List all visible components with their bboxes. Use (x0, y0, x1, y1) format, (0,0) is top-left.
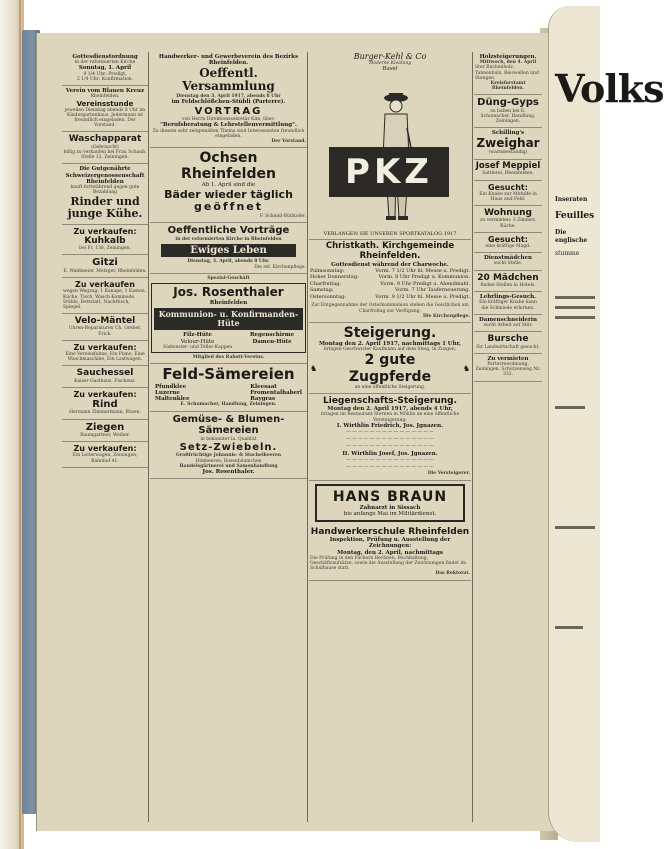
ad-kuhkalb (62, 225, 148, 256)
ad-title: Gesucht: (488, 182, 528, 192)
ad-line: Ab 1. April sind die (201, 182, 256, 189)
ad-title: Steigerung. (343, 324, 437, 341)
ad-sign: Die ref. Kirchenpflege. (254, 264, 306, 270)
ad-text: Ein Leiterwagen, Zeiningen, Bahnhof 41. (72, 453, 138, 464)
ad-liegenschaft: Liegenschafts-Steigerung. Montag den 2. April 1917, abends 4 Uhr, bringen im Restaurant Sternen in Möhlin an eine öffentliche Versteigerung: I. Wirthlin Friedrich, Jos. Jgnazen. — — — — — — — — — — — — — — — — — — — — — — — — — — — — — — — — — — — — — — — — — — — — — II. Wirthlin Josef, Jos. Jgnazen. — — — — — — — — — — — — — — — — — — — — — — — — — — — — — — Die Versteigerer. (309, 394, 471, 481)
ad-item: Kuhkalb (84, 235, 126, 246)
ad-text: Uhren-Reparaturen Ch. Greber, Frick. (68, 326, 142, 337)
ad-text: Sattlerei, Rheinfelden. (482, 171, 534, 177)
ad-title: Kommunion- u. Konfirmanden-Hüte (154, 308, 303, 330)
ad-damenschneiderin (474, 315, 542, 332)
ad-text: zu haben bei E. Schumacher, Handlung, Zeiningen. (480, 108, 536, 125)
ad-spezial: Spezial-Geschäft (207, 275, 250, 281)
ad-velo (62, 314, 148, 341)
text-line (555, 306, 595, 309)
ad-text: Ein kräftiger Knabe kann die Schmiede erlernen. (479, 300, 537, 311)
text-line (555, 316, 595, 319)
ad-name: HANS BRAUN (332, 488, 448, 505)
ad-text: Großfrüchtige Johannis- & Stachelbeeren (176, 453, 281, 459)
ad-christkath (309, 240, 471, 323)
ad-waschapparat (62, 132, 148, 164)
service-text: Vorm. 7 1/2 Uhr hl. Messe u. Predigt. (375, 267, 470, 274)
ad-title: Burger-Kehl & Co (353, 52, 427, 61)
ad-text: Die Prüfung in den Fächern Rechnen, Buchhaltung, Geschäftsaufsätze, sowie die Ausstellung der Zeichnungen findet im Schulhause statt. (310, 555, 467, 572)
adjacent-masthead: Volks (555, 66, 664, 111)
ad-zweighar (474, 128, 542, 159)
ad-note: bis anfangs Mai im Militärdienst. (343, 510, 437, 517)
spine-line (19, 0, 21, 849)
ad-text: kauft fortwährend gegen gute Bezahlung (70, 185, 140, 196)
ad-line: 9 1/4 Uhr: Predigt, (83, 71, 127, 77)
adjacent-word: stumme (555, 249, 580, 257)
ad-banner: Ewiges Leben (161, 244, 296, 258)
service-text: Vorm. 7 Uhr Tauferneuerung. (395, 287, 470, 294)
text-line (555, 296, 595, 299)
ad-sub: Moderne Kleidung (368, 61, 412, 66)
ad-dienstmaedchen (474, 253, 542, 270)
ad-blaues-kreuz (62, 86, 148, 132)
ad-title: Lehrlings-Gesuch. (479, 294, 537, 301)
ad-sauchessel (62, 366, 148, 388)
ad-text: eine kräftige Magd. (485, 243, 531, 249)
ad-text: Kaiser Gasthaus, Fischenz. (74, 378, 136, 384)
ad-text: billig zu verkaufen bei Frau Schaub, Stelle 12, Zeiningen. (63, 149, 147, 161)
ad-text: Parterrewohnung, Zeiningen. Schützenweg Nr. 332. (475, 362, 541, 378)
ad-date: Montag, den 2. April, nachmittags (337, 549, 443, 556)
service-day: Palmsonntag: (310, 267, 345, 274)
ad-vortrag: VORTRAG (194, 105, 263, 117)
ad-duengs (474, 95, 542, 128)
ad-sign: Handelsgärtnerei und Samenhandlung (179, 463, 278, 469)
ad-text: jeweilen Dienstag abends 8 Uhr im Kindergartenhaus. Jedermann ist freundlich eingeladen. Der Vorstand. (64, 107, 146, 129)
ad-text: Ein Knabe zur Mithilfe in Haus und Feld. (479, 191, 537, 202)
ad-item: Damen-Hüte (252, 338, 292, 345)
ad-title: Velo-Mäntel (74, 316, 136, 327)
ad-title: Holzsteigerungen. (479, 54, 537, 60)
column-rule (472, 52, 473, 822)
ad-text: zu vermieten: 3 Zimmer, Küche. (480, 218, 536, 229)
ad-headline: 2 gute Zugpferde (348, 352, 432, 385)
ad-date: Montag den 2. April 1917, abends 4 Uhr, (327, 406, 453, 413)
ad-gesucht-1 (474, 181, 542, 207)
ad-gesucht-2 (474, 233, 542, 253)
ad-gemuese (150, 412, 307, 480)
adjacent-word: Feuilles (555, 211, 595, 222)
ad-title: Bursche (487, 334, 529, 345)
column-rule (307, 52, 308, 822)
ad-text: bei Fr. 138, Zeiningen. (79, 246, 131, 252)
ad-title: Die Gutgenährte Schweizergenossenschaft Rheinfelden (65, 166, 145, 185)
ad-title: Gemüse- & Blumen-Sämereien (172, 413, 285, 437)
ad-list-item: Kleesaat (250, 383, 277, 390)
ad-ochsen (150, 148, 307, 223)
ad-sign: Mitglied des Rabatt-Vereins. (192, 355, 265, 361)
ad-text: Baumgartner, Weiher. (80, 433, 130, 439)
ad-text: bringen Geschwister Kaufmann auf dem Steig, in Zuzgen, (323, 347, 457, 353)
adjacent-page (548, 6, 664, 842)
ad-text: für Landwirtschaft gesucht. (476, 344, 540, 350)
ad-list-item: Pfundklee (155, 383, 187, 390)
ad-day: Sonntag, 1. April (78, 65, 132, 72)
ad-meppiel (474, 160, 542, 181)
ad-bursche (474, 332, 542, 354)
service-day: Ostersonntag: (310, 293, 346, 300)
ad-ziegen (62, 420, 148, 443)
ad-title: Ziegen (85, 421, 125, 433)
ad-moebel (62, 278, 148, 314)
ad-place: im Feldschlößchen-Stübli (Parterre). (171, 99, 286, 106)
ad-list-item: Fromentalhaberl (250, 389, 302, 396)
ad-handwerkerschule (309, 525, 471, 581)
service-text: Vorm. 9 1/2 Uhr hl. Messe u. Predigt. (375, 293, 470, 300)
ad-text: (warmbeständig) (488, 150, 528, 156)
ad-sign: E. Schumacher, Handlung, Zeiningen. (180, 402, 277, 408)
ad-name: Jos. Rosenthaler (173, 284, 284, 299)
horse-icon: ♞ (310, 363, 318, 373)
ad-headline: Oeffentl. Versammlung (182, 65, 275, 94)
ad-title: Ochsen Rheinfelden (181, 150, 276, 183)
ad-feld-saemereien (150, 364, 307, 411)
ad-hans-braun (315, 484, 465, 522)
ad-genossenschaft (62, 164, 148, 225)
ad-owner: I. Wirthlin Friedrich, Jos. Jgnazen. (336, 422, 444, 429)
ad-sign: Der Vorstand. (271, 139, 306, 145)
ad-headline: Zweighar (476, 135, 540, 150)
service-text: Vorm. 8 Uhr Predigt u. Kommunion. (378, 274, 470, 281)
ad-title: Gitzi (92, 257, 118, 269)
ad-pkz (309, 52, 471, 240)
ad-sign: Kreisforstamt Rheinfelden. (490, 81, 526, 92)
ad-title: Gesucht: (488, 234, 528, 244)
ad-title: Zu verkaufen: (73, 342, 137, 352)
ad-title: Liegenschafts-Steigerung. (323, 395, 457, 406)
ad-title: Waschapparat (68, 134, 142, 145)
ad-list-item: Maltenklee (155, 396, 190, 403)
ad-steigerung (309, 323, 471, 394)
ad-headline: Rinder und junge Kühe. (67, 194, 143, 221)
ad-speaker: von Herrn Direktionssekretär Kim, über: (181, 117, 276, 123)
ad-place: Rheinfelden. (90, 94, 120, 100)
ad-note: an eine öffentliche Steigerung. (354, 384, 426, 390)
ad-text: sucht Stelle. (493, 261, 523, 267)
ad-vortraege (150, 223, 307, 274)
ad-title: Zu verkaufen: (73, 444, 137, 454)
ad-topic: "Berufsberatung & Lehrstellenvermittlung". (160, 122, 297, 129)
ad-title: Verein vom Blauen Kreuz (65, 88, 145, 95)
ad-note: Zur Entgegennahme der Osterkommunion stehen die Geistlichen am Charfreitag zur Verfügung. (311, 303, 469, 314)
ad-date: Mittwoch, den 4. April (479, 60, 537, 66)
service-row (310, 294, 470, 301)
ad-text: sucht Arbeit auf Stör. (483, 323, 533, 329)
ad-title: Zu verkaufen (75, 280, 135, 290)
ad-title: Zu verkaufen: (73, 226, 137, 236)
service-text: Vorm. 9 Uhr Predigt u. Abendmahl. (380, 280, 470, 287)
ad-item: Velour-Hüte (180, 338, 215, 345)
text-line (555, 406, 585, 409)
ad-vereinsfahne (62, 341, 148, 367)
service-day: Hoher Donnerstag: (310, 274, 359, 281)
ad-leiterwagen (62, 442, 148, 468)
ad-lehrling (474, 292, 542, 315)
ad-title: Wohnung (484, 208, 532, 219)
ad-title: Dienstmädchen (483, 255, 533, 262)
ad-gitzi (62, 255, 148, 278)
ad-item: Südwester- und Teller-Kappen (162, 344, 233, 350)
ad-20-maedchen (474, 271, 542, 293)
ad-sub: Inspektion, Prüfung u. Ausstellung der Zeichnungen: (329, 536, 451, 550)
ad-line: geöffnet (193, 200, 263, 214)
ad-holz (474, 52, 542, 95)
ad-name: Jos. Rosenthaler. (202, 468, 255, 475)
pkz-logo: PKZ (329, 147, 449, 197)
ad-zu-vermieten (474, 354, 542, 382)
ad-sign: Das Rektorat. (435, 571, 470, 577)
ad-sub: in der reformierten Kirche (74, 60, 136, 66)
ad-rind (62, 388, 148, 420)
adjacent-word: Inseraten (555, 196, 588, 203)
ad-text: bringen im Restaurant Sternen in Möhlin an eine öffentliche Versteigerung: (320, 412, 460, 423)
ad-date: Montag den 2. April 1917, nachmittags 1 Uhr, (318, 340, 462, 347)
service-day: Charfreitag: (310, 280, 342, 287)
ad-sign: F. Schmid-Bütikofer. (259, 213, 306, 219)
ad-item: Regenschirme (249, 332, 295, 339)
horse-icon: ♞ (462, 363, 470, 373)
ad-versammlung (150, 52, 307, 148)
ad-title: Christkath. Kirchgemeinde Rheinfelden. (325, 241, 455, 261)
ad-gottesdienst (62, 52, 148, 86)
ad-note: Zu diesem sehr zeitgemäßen Thema sind Interessenten freundlich eingeladen. (152, 128, 305, 139)
ad-title: Oeffentliche Vorträge (167, 225, 290, 237)
ad-title: Josef Meppiel (475, 160, 541, 171)
ad-title: Gottesdienstordnung (72, 54, 138, 60)
ad-title: Damenschneiderin (478, 316, 537, 323)
ad-sign: Die Kirchenpflege. (422, 313, 470, 319)
ad-foot: VERLANGEN SIE UNSEREN SPORTKATALOG 1917 (323, 231, 457, 237)
ad-date: Dienstag, 3. April, abends 8 Uhr. (187, 259, 270, 265)
ad-title: Düng-Gyps (477, 97, 539, 109)
ad-title: Schilling's (491, 130, 525, 137)
ad-text: wegen Wegzug: 1 Kanape, 1 Kasten, Küche, Tisch, Wasch-Kommode, Stühle, Bettstatt, Nachttisch, Spiegel. (63, 289, 147, 310)
ad-text: Himbeeren, Rosenbäumchen (195, 458, 262, 464)
ad-list-item: Raygras (250, 396, 276, 403)
column-1 (62, 52, 148, 822)
ad-title: Zu vermieten (487, 355, 529, 362)
ad-title: Feld-Sämereien (162, 365, 295, 384)
ad-sub: (Gebraucht) (91, 144, 119, 150)
text-line (555, 626, 583, 629)
ad-event: Vereinsstunde (76, 99, 134, 108)
ad-line: Bäder wieder täglich (164, 187, 293, 201)
ad-sub: in bekannter la. Qualität (200, 436, 257, 442)
column-3 (309, 52, 471, 822)
ad-title: Sauchessel (76, 368, 134, 379)
ad-title: Handwerkerschule Rheinfelden (310, 526, 470, 537)
adjacent-word: Die englische (555, 228, 588, 245)
ad-text: Ster Buchenholz, Tannenholz, Reiswellen und Stangen. (475, 65, 539, 81)
ad-text: Eine Vereinsfahne, Ein Piano, Eine Waschmaschine, Ein Lastwagen. (65, 351, 145, 363)
ad-sub: Gottesdienst während der Charwoche. (331, 261, 449, 268)
column-rule (148, 52, 149, 822)
ad-item: Rind (92, 398, 118, 410)
ad-place: Rheinfelden (209, 299, 248, 306)
ad-sub: in der reformierten Kirche in Rheinfelden (175, 236, 282, 242)
ad-line: 2 1/4 Uhr: Konfirmation. (77, 76, 133, 82)
ad-rosenthaler (150, 274, 307, 365)
ad-sign: Die Versteigerer. (427, 471, 470, 477)
ad-owner: II. Wirthlin Josef, Jos. Jgnazen. (342, 450, 438, 457)
column-2 (150, 52, 307, 822)
ad-date: Dienstag den 3. April 1917, abends 8 Uhr (176, 94, 281, 100)
ad-title: 20 Mädchen (477, 272, 539, 283)
ad-list-item: Luzerne (155, 389, 180, 396)
ad-sub: Zahnarzt in Sissach (359, 504, 421, 511)
ad-title: Handwerker- und Gewerbeverein des Bezirks Rheinfelden. (158, 54, 299, 67)
column-4 (474, 52, 542, 822)
ad-place: Basel (382, 66, 398, 72)
ad-title: Zu verkaufen: (73, 389, 137, 399)
ad-wohnung (474, 206, 542, 233)
ad-item: Setz-Zwiebeln. (179, 441, 278, 453)
ad-text: Hermann Zimmermann, Bözen. (69, 410, 141, 416)
ad-text: E. Waldmeier, Metzger, Rheinfelden. (63, 268, 147, 274)
service-day: Samstag: (310, 287, 334, 294)
ad-text: finden Stellen in Hotels. (480, 282, 536, 288)
text-line (555, 526, 595, 529)
ad-item: Filz-Hüte (183, 332, 212, 339)
